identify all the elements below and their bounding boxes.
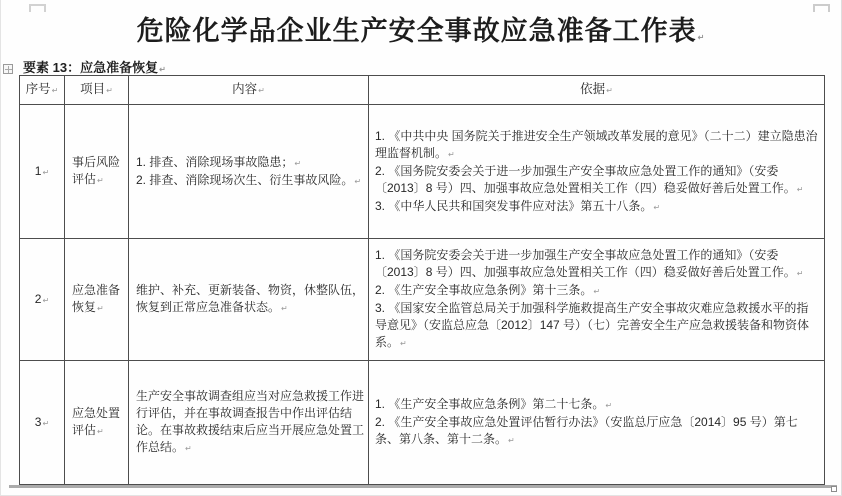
paragraph-mark: ↵	[258, 86, 265, 95]
paragraph-mark: ↵	[51, 86, 59, 95]
paragraph: 3. 《中华人民共和国突发事件应对法》第五十八条。↵	[375, 198, 661, 213]
paragraph: 2. 《生产安全事故应急条例》第十三条。↵	[375, 283, 601, 297]
paragraph-mark: ↵	[281, 304, 288, 313]
paragraph-mark: ↵	[185, 444, 192, 453]
paragraph-mark: ↵	[97, 427, 104, 436]
paragraph-mark: ↵	[106, 86, 113, 95]
paragraph-mark: ↵	[354, 176, 362, 186]
paragraph: 1. 《生产安全事故应急条例》第二十七条。↵	[375, 397, 613, 411]
table-anchor-icon[interactable]	[3, 64, 13, 74]
paragraph: 生产安全事故调查组应当对应急救援工作进行评估，并在事故调查报告中作出评估结论。在事故救援结束后应当开展应急处置工作总结。↵	[136, 389, 365, 454]
header-label: 序号	[25, 82, 51, 96]
paragraph-mark: ↵	[159, 65, 166, 74]
cell-serial-number	[20, 239, 65, 361]
serial-number: 3	[34, 414, 42, 429]
serial-number: 2	[34, 291, 42, 306]
paragraph-mark: ↵	[448, 149, 455, 159]
table-row	[20, 361, 825, 485]
paragraph-mark: ↵	[508, 436, 515, 445]
emergency-preparedness-table	[19, 75, 825, 485]
cell-content	[129, 361, 369, 485]
paragraph: 1. 《国务院安委会关于进一步加强生产安全事故应急处置工作的通知》（安委〔2013〕8 号）四、加强事故应急处置相关工作（四）稳妥做好善后处置工作。↵	[375, 248, 804, 279]
paragraph-mark: ↵	[605, 401, 613, 410]
paragraph: 1. 《中共中央 国务院关于推进安全生产领域改革发展的意见》（二十二）建立隐患治理监督机制。↵	[375, 128, 818, 160]
header-label: 内容	[232, 82, 258, 96]
cell-content	[129, 239, 369, 361]
paragraph-mark: ↵	[97, 176, 104, 185]
header-label: 项目	[80, 82, 106, 96]
paragraph-mark: ↵	[42, 295, 50, 305]
table-resize-handle[interactable]	[831, 486, 837, 492]
item-text: 应急准备恢复	[72, 283, 121, 314]
paragraph-mark: ↵	[97, 304, 104, 313]
cell-serial-number	[20, 105, 65, 239]
paragraph-mark: ↵	[606, 86, 613, 95]
paragraph: 2. 《生产安全事故应急处置评估暂行办法》（安监总厅应急〔2014〕95 号）第七条、第八条、第十二条。↵	[375, 415, 798, 446]
page-title-text: 危险化学品企业生产安全事故应急准备工作表	[136, 16, 697, 46]
cell-serial-number	[20, 361, 65, 485]
paragraph-mark: ↵	[42, 418, 50, 428]
paragraph: 1. 排查、消除现场事故隐患；↵	[136, 154, 302, 169]
serial-number: 1	[34, 163, 42, 178]
paragraph-mark: ↵	[697, 33, 706, 42]
paragraph-mark: ↵	[796, 184, 804, 194]
paragraph-mark: ↵	[42, 167, 50, 177]
paragraph-mark: ↵	[796, 269, 804, 278]
section-label-text: 要素 13：应急准备恢复	[23, 60, 159, 75]
paragraph-mark: ↵	[400, 339, 407, 348]
paragraph: 维护、补充、更新装备、物资，休整队伍，恢复到正常应急准备状态。↵	[136, 283, 365, 314]
page-bottom-edge	[9, 485, 837, 488]
table-header-row	[20, 76, 825, 105]
item-text: 事后风险评估	[72, 155, 121, 186]
page-title	[1, 9, 841, 48]
paragraph: 2. 排查、消除现场次生、衍生事故风险。↵	[136, 172, 362, 187]
cell-content	[129, 105, 369, 239]
cell-item	[65, 361, 129, 485]
section-label	[23, 57, 166, 76]
header-content	[129, 76, 369, 105]
header-item	[65, 76, 129, 105]
cell-item	[65, 105, 129, 239]
cell-item	[65, 239, 129, 361]
paragraph-mark: ↵	[294, 158, 302, 168]
paragraph-mark: ↵	[653, 202, 661, 212]
cell-basis	[369, 239, 825, 361]
cell-basis	[369, 361, 825, 485]
header-basis	[369, 76, 825, 105]
item-text: 应急处置评估	[72, 406, 121, 437]
paragraph: 3. 《国家安全监管总局关于加强科学施救提高生产安全事故灾难应急救援水平的指导意见》（安监总应急〔2012〕147 号）（七）完善安全生产应急救援装备和物资体系。↵	[375, 301, 810, 349]
table-row	[20, 239, 825, 361]
paragraph-mark: ↵	[593, 287, 601, 296]
header-label: 依据	[580, 82, 606, 96]
paragraph: 2. 《国务院安委会关于进一步加强生产安全事故应急处置工作的通知》（安委〔2013〕8 号）四、加强事故应急处置相关工作（四）稳妥做好善后处置工作。↵	[375, 163, 804, 195]
header-serial-number	[20, 76, 65, 105]
cell-basis	[369, 105, 825, 239]
table-row	[20, 105, 825, 239]
